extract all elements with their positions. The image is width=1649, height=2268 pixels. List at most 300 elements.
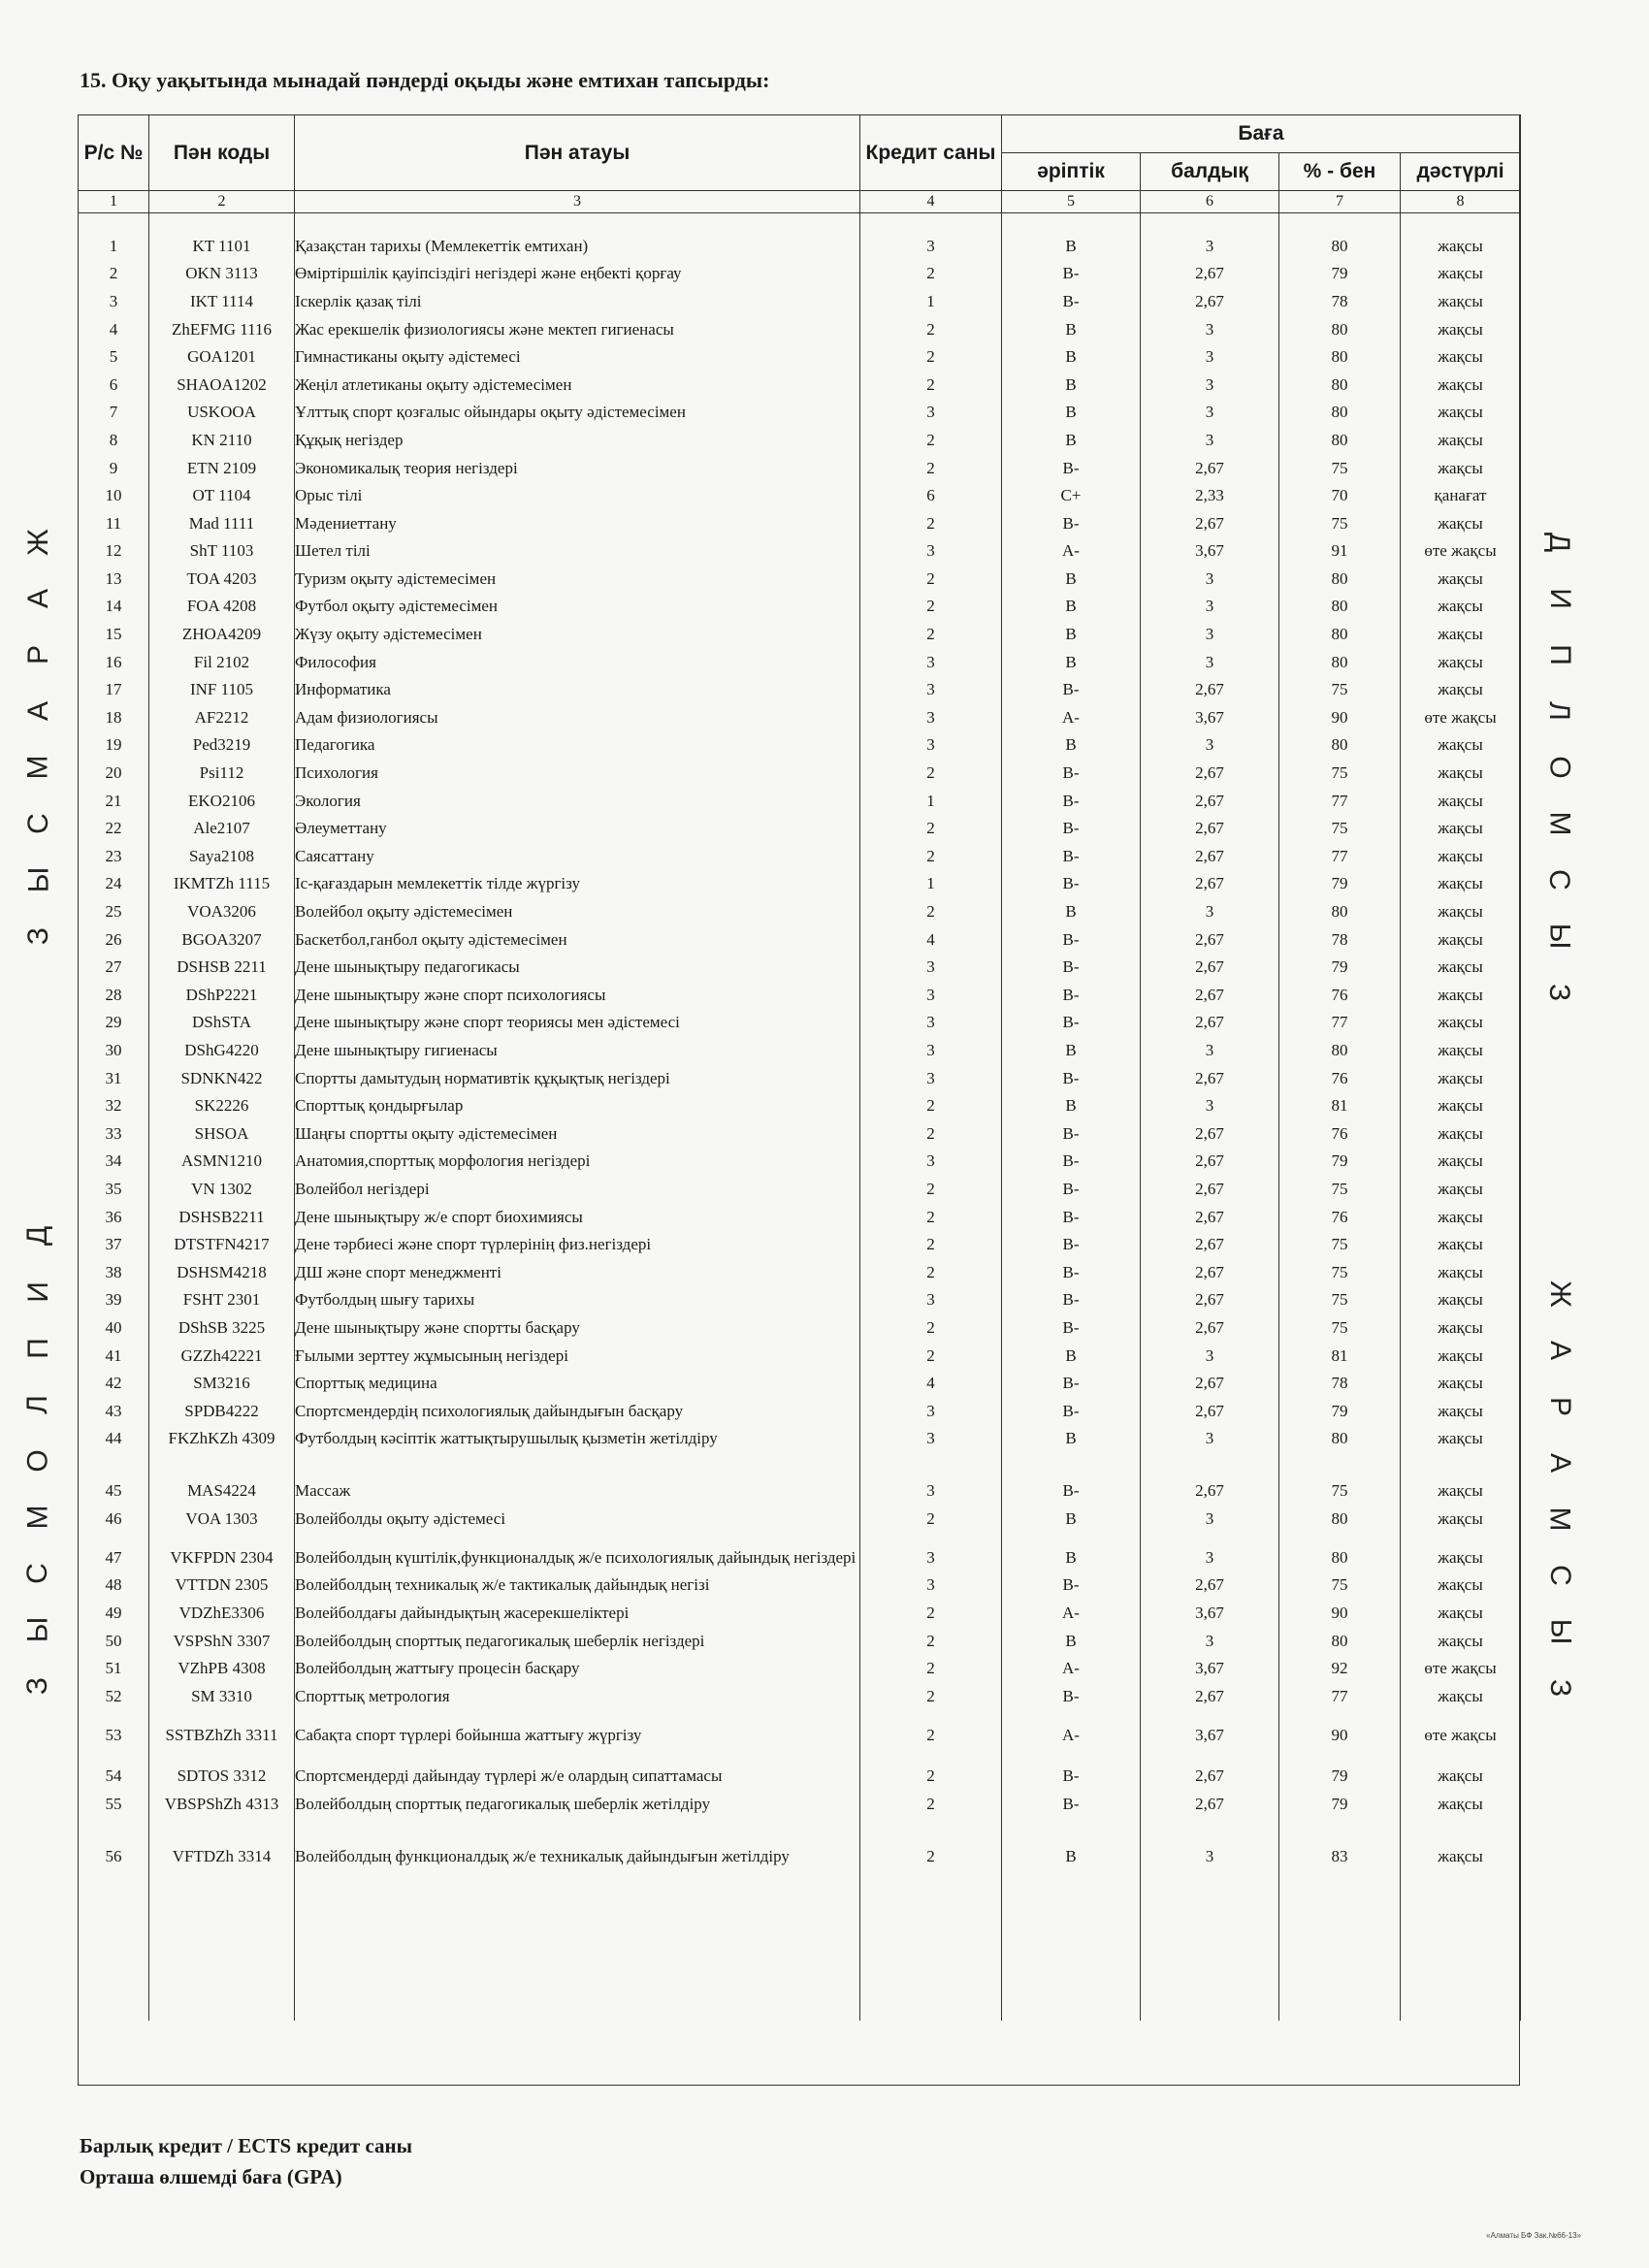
subject-name: Футбол оқыту әдістемесімен (295, 588, 860, 616)
subject-name: Экономикалық теория негіздері (295, 449, 860, 477)
row-number: 30 (79, 1031, 149, 1059)
traditional-grade: жақсы (1401, 1086, 1521, 1115)
subject-code: VOA 1303 (149, 1500, 295, 1528)
table-row (79, 1059, 1521, 1087)
grade-percent: 80 (1279, 1031, 1401, 1059)
table-row (79, 671, 1521, 699)
grade-percent: 77 (1279, 1677, 1401, 1705)
header-name: Пән атауы (295, 115, 860, 191)
credits: 2 (860, 1785, 1002, 1813)
credits: 3 (860, 1143, 1002, 1171)
subject-name: Спорттық медицина (295, 1364, 860, 1392)
grade-percent: 81 (1279, 1337, 1401, 1365)
grade-percent: 75 (1279, 1170, 1401, 1198)
traditional-grade: жақсы (1401, 1364, 1521, 1392)
table-row (79, 476, 1521, 504)
grade-points: 3 (1141, 615, 1279, 643)
traditional-grade: жақсы (1401, 1528, 1521, 1567)
credits: 2 (860, 837, 1002, 865)
row-number: 29 (79, 1004, 149, 1032)
credits: 3 (860, 1567, 1002, 1595)
row-number: 7 (79, 394, 149, 422)
table-row (79, 1677, 1521, 1705)
grade-points: 2,67 (1141, 449, 1279, 477)
traditional-grade: жақсы (1401, 504, 1521, 533)
row-number: 39 (79, 1281, 149, 1310)
grade-points: 2,67 (1141, 1567, 1279, 1595)
subject-name: Баскетбол,ганбол оқыту әдістемесімен (295, 921, 860, 949)
grade-percent: 80 (1279, 366, 1401, 394)
grade-percent: 76 (1279, 1198, 1401, 1226)
traditional-grade: жақсы (1401, 809, 1521, 837)
row-number: 55 (79, 1785, 149, 1813)
letter-grade: B- (1002, 1758, 1141, 1786)
grade-percent: 75 (1279, 1281, 1401, 1310)
col-number: 2 (149, 191, 295, 213)
credits: 2 (860, 615, 1002, 643)
credits: 2 (860, 1337, 1002, 1365)
subject-name: Волейболдың техникалық ж/е тактикалық дайындық негізі (295, 1567, 860, 1595)
table-row (79, 1031, 1521, 1059)
grade-points: 3 (1141, 338, 1279, 366)
subject-name: Спорттық метрология (295, 1677, 860, 1705)
credits: 4 (860, 921, 1002, 949)
traditional-grade: өте жақсы (1401, 1705, 1521, 1744)
credits: 2 (860, 1115, 1002, 1143)
table-row (79, 282, 1521, 310)
grade-percent: 75 (1279, 754, 1401, 782)
credits: 2 (860, 809, 1002, 837)
row-number: 8 (79, 421, 149, 449)
grade-percent: 78 (1279, 1364, 1401, 1392)
subject-name: Дене шынықтыру және спорт теориясы мен әдістемесі (295, 1004, 860, 1032)
traditional-grade: жақсы (1401, 865, 1521, 893)
grade-percent: 80 (1279, 727, 1401, 755)
subject-code: BGOA3207 (149, 921, 295, 949)
row-number: 38 (79, 1253, 149, 1281)
grade-points: 2,67 (1141, 1309, 1279, 1337)
grade-percent: 80 (1279, 892, 1401, 921)
header-traditional: дәстүрлі (1401, 153, 1521, 191)
row-number: 14 (79, 588, 149, 616)
credits: 2 (860, 366, 1002, 394)
letter-grade: B- (1002, 504, 1141, 533)
subject-name: Волейбол оқыту әдістемесімен (295, 892, 860, 921)
letter-grade: B- (1002, 255, 1141, 283)
grade-points: 3 (1141, 1622, 1279, 1650)
grade-percent: 76 (1279, 976, 1401, 1004)
grade-percent: 79 (1279, 865, 1401, 893)
subject-code: SHAOA1202 (149, 366, 295, 394)
letter-grade: B (1002, 727, 1141, 755)
row-number: 13 (79, 560, 149, 588)
grade-percent: 70 (1279, 476, 1401, 504)
subject-name: Іс-қағаздарын мемлекеттік тілде жүргізу (295, 865, 860, 893)
row-number: 50 (79, 1622, 149, 1650)
row-number: 6 (79, 366, 149, 394)
grade-points: 3 (1141, 1528, 1279, 1567)
letter-grade: B (1002, 643, 1141, 671)
row-number: 12 (79, 533, 149, 561)
subject-code: MAS4224 (149, 1461, 295, 1500)
grade-percent: 79 (1279, 1143, 1401, 1171)
credits: 3 (860, 643, 1002, 671)
subject-name: Массаж (295, 1461, 860, 1500)
grade-points: 2,67 (1141, 809, 1279, 837)
traditional-grade: жақсы (1401, 310, 1521, 339)
letter-grade: B- (1002, 865, 1141, 893)
traditional-grade: жақсы (1401, 754, 1521, 782)
letter-grade: B- (1002, 1281, 1141, 1310)
subject-name: Дене шынықтыру және спорт психологиясы (295, 976, 860, 1004)
subject-code: Fil 2102 (149, 643, 295, 671)
table-row (79, 615, 1521, 643)
letter-grade: B- (1002, 282, 1141, 310)
credits: 3 (860, 976, 1002, 1004)
row-number: 10 (79, 476, 149, 504)
subject-code: VZhPB 4308 (149, 1650, 295, 1678)
subject-code: Ped3219 (149, 727, 295, 755)
letter-grade: B- (1002, 1392, 1141, 1420)
table-row (79, 1594, 1521, 1622)
table-row (79, 533, 1521, 561)
letter-grade: B (1002, 1031, 1141, 1059)
letter-grade: B- (1002, 1225, 1141, 1253)
grade-points: 3 (1141, 560, 1279, 588)
subject-name: Дене шынықтыру педагогикасы (295, 948, 860, 976)
row-number: 43 (79, 1392, 149, 1420)
table-row (79, 394, 1521, 422)
table-row (79, 1567, 1521, 1595)
row-number: 31 (79, 1059, 149, 1087)
letter-grade: B- (1002, 976, 1141, 1004)
traditional-grade: жақсы (1401, 615, 1521, 643)
table-row (79, 1392, 1521, 1420)
letter-grade: B- (1002, 671, 1141, 699)
traditional-grade: жақсы (1401, 837, 1521, 865)
row-number: 56 (79, 1827, 149, 1865)
grade-points: 3 (1141, 366, 1279, 394)
traditional-grade: жақсы (1401, 394, 1521, 422)
letter-grade: B (1002, 310, 1141, 339)
credits: 2 (860, 310, 1002, 339)
subject-name: Мәдениеттану (295, 504, 860, 533)
subject-name: Жүзу оқыту әдістемесімен (295, 615, 860, 643)
credits: 2 (860, 449, 1002, 477)
header-code: Пән коды (149, 115, 295, 191)
grade-percent: 81 (1279, 1086, 1401, 1115)
grade-points: 3 (1141, 588, 1279, 616)
credits: 2 (860, 754, 1002, 782)
subject-name: Ғылыми зерттеу жұмысының негіздері (295, 1337, 860, 1365)
letter-grade: B- (1002, 1143, 1141, 1171)
row-number: 1 (79, 227, 149, 255)
table-row (79, 560, 1521, 588)
traditional-grade: жақсы (1401, 1309, 1521, 1337)
subject-name: Психология (295, 754, 860, 782)
grade-percent: 77 (1279, 782, 1401, 810)
side-stamp-left-lower: Д И П Л О М С Ы З (21, 1225, 54, 1696)
letter-grade: B (1002, 1420, 1141, 1448)
traditional-grade: жақсы (1401, 1337, 1521, 1365)
header-grade: Баға (1002, 115, 1521, 153)
grade-percent: 75 (1279, 504, 1401, 533)
credits: 2 (860, 504, 1002, 533)
subject-name: Іскерлік қазақ тілі (295, 282, 860, 310)
subject-name: Жас ерекшелік физиологиясы және мектеп гигиенасы (295, 310, 860, 339)
letter-grade: B- (1002, 837, 1141, 865)
table-row (79, 976, 1521, 1004)
traditional-grade: жақсы (1401, 782, 1521, 810)
letter-grade: B- (1002, 1004, 1141, 1032)
table-row (79, 865, 1521, 893)
table-row (79, 1758, 1521, 1786)
grade-percent: 80 (1279, 1528, 1401, 1567)
subject-name: Философия (295, 643, 860, 671)
subject-code: Ale2107 (149, 809, 295, 837)
grade-points: 2,67 (1141, 1170, 1279, 1198)
subject-code: SDNKN422 (149, 1059, 295, 1087)
letter-grade: B (1002, 892, 1141, 921)
traditional-grade: жақсы (1401, 1594, 1521, 1622)
grade-points: 2,67 (1141, 921, 1279, 949)
grade-percent: 80 (1279, 338, 1401, 366)
letter-grade: B (1002, 366, 1141, 394)
row-number: 3 (79, 282, 149, 310)
traditional-grade: жақсы (1401, 921, 1521, 949)
traditional-grade: жақсы (1401, 338, 1521, 366)
letter-grade: B- (1002, 754, 1141, 782)
traditional-grade: жақсы (1401, 1622, 1521, 1650)
grade-points: 2,67 (1141, 1143, 1279, 1171)
credits: 3 (860, 671, 1002, 699)
header-points: балдық (1141, 153, 1279, 191)
credits: 2 (860, 1309, 1002, 1337)
subject-name: Педагогика (295, 727, 860, 755)
grade-percent: 79 (1279, 1758, 1401, 1786)
table-row (79, 1705, 1521, 1744)
grade-points: 2,67 (1141, 1785, 1279, 1813)
credits: 3 (860, 1392, 1002, 1420)
traditional-grade: жақсы (1401, 560, 1521, 588)
grade-points: 2,67 (1141, 1392, 1279, 1420)
grade-percent: 80 (1279, 421, 1401, 449)
table-row (79, 754, 1521, 782)
table-row (79, 1004, 1521, 1032)
grade-points: 3 (1141, 1827, 1279, 1865)
subject-code: ZhEFMG 1116 (149, 310, 295, 339)
subject-name: Өміртіршілік қауіпсіздігі негіздері және еңбекті қорғау (295, 255, 860, 283)
subject-name: Информатика (295, 671, 860, 699)
subject-name: Ұлттық спорт қозғалыс ойындары оқыту әдістемесімен (295, 394, 860, 422)
credits: 3 (860, 948, 1002, 976)
row-number: 44 (79, 1420, 149, 1448)
subject-code: VDZhE3306 (149, 1594, 295, 1622)
side-stamp-right-lower: Ж А Р А М С Ы З (1543, 1280, 1576, 1698)
table-row (79, 588, 1521, 616)
grade-percent: 90 (1279, 1705, 1401, 1744)
grade-percent: 75 (1279, 1461, 1401, 1500)
subject-name: Туризм оқыту әдістемесімен (295, 560, 860, 588)
table-row (79, 1198, 1521, 1226)
credits: 1 (860, 282, 1002, 310)
credits: 3 (860, 1281, 1002, 1310)
table-row (79, 1622, 1521, 1650)
subject-code: Saya2108 (149, 837, 295, 865)
subject-code: SDTOS 3312 (149, 1758, 295, 1786)
row-number: 26 (79, 921, 149, 949)
row-number: 16 (79, 643, 149, 671)
subject-code: SSTBZhZh 3311 (149, 1705, 295, 1744)
grade-points: 3,67 (1141, 698, 1279, 727)
grade-percent: 77 (1279, 837, 1401, 865)
grade-percent: 80 (1279, 615, 1401, 643)
grade-percent: 83 (1279, 1827, 1401, 1865)
subject-code: DTSTFN4217 (149, 1225, 295, 1253)
grade-percent: 77 (1279, 1004, 1401, 1032)
table-row (79, 1420, 1521, 1448)
traditional-grade: жақсы (1401, 727, 1521, 755)
traditional-grade: жақсы (1401, 1500, 1521, 1528)
grade-points: 2,67 (1141, 671, 1279, 699)
subject-code: VOA3206 (149, 892, 295, 921)
subject-name: Жеңіл атлетиканы оқыту әдістемесімен (295, 366, 860, 394)
row-number: 37 (79, 1225, 149, 1253)
grade-points: 2,67 (1141, 1115, 1279, 1143)
traditional-grade: жақсы (1401, 1785, 1521, 1813)
col-number: 6 (1141, 191, 1279, 213)
credits: 2 (860, 1622, 1002, 1650)
credits: 2 (860, 1705, 1002, 1744)
subject-name: Волейболдың спорттық педагогикалық шеберлік жетілдіру (295, 1785, 860, 1813)
traditional-grade: өте жақсы (1401, 533, 1521, 561)
row-number: 35 (79, 1170, 149, 1198)
grade-points: 2,67 (1141, 782, 1279, 810)
letter-grade: B- (1002, 948, 1141, 976)
traditional-grade: жақсы (1401, 1758, 1521, 1786)
grade-points: 3 (1141, 1500, 1279, 1528)
col-number: 8 (1401, 191, 1521, 213)
traditional-grade: жақсы (1401, 421, 1521, 449)
subject-code: ETN 2109 (149, 449, 295, 477)
subject-code: USKOOA (149, 394, 295, 422)
credits: 3 (860, 1059, 1002, 1087)
subject-code: EKO2106 (149, 782, 295, 810)
traditional-grade: өте жақсы (1401, 1650, 1521, 1678)
subject-name: Дене шынықтыру гигиенасы (295, 1031, 860, 1059)
row-number: 15 (79, 615, 149, 643)
row-number: 54 (79, 1758, 149, 1786)
traditional-grade: жақсы (1401, 1115, 1521, 1143)
table-row (79, 449, 1521, 477)
subject-code: VKFPDN 2304 (149, 1528, 295, 1567)
subject-code: FKZhKZh 4309 (149, 1420, 295, 1448)
subject-name: Адам физиологиясы (295, 698, 860, 727)
grade-percent: 80 (1279, 227, 1401, 255)
row-number: 52 (79, 1677, 149, 1705)
subject-name: Дене шынықтыру және спортты басқару (295, 1309, 860, 1337)
letter-grade: A- (1002, 698, 1141, 727)
letter-grade: B- (1002, 1115, 1141, 1143)
credits: 2 (860, 1253, 1002, 1281)
gpa-label: Орташа өлшемді баға (GPA) (80, 2165, 342, 2188)
row-number: 5 (79, 338, 149, 366)
table-row (79, 1461, 1521, 1500)
letter-grade: B- (1002, 1567, 1141, 1595)
credits: 2 (860, 255, 1002, 283)
traditional-grade: жақсы (1401, 1567, 1521, 1595)
grade-percent: 76 (1279, 1059, 1401, 1087)
credits: 2 (860, 892, 1002, 921)
letter-grade: B (1002, 1528, 1141, 1567)
subject-name: Волейболдың функционалдық ж/е техникалық дайындығын жетілдіру (295, 1827, 860, 1865)
grade-points: 3 (1141, 1337, 1279, 1365)
subject-name: Спорттық қондырғылар (295, 1086, 860, 1115)
subject-code: SHSOA (149, 1115, 295, 1143)
row-number: 17 (79, 671, 149, 699)
row-number: 20 (79, 754, 149, 782)
credits: 2 (860, 560, 1002, 588)
row-number: 49 (79, 1594, 149, 1622)
credits: 3 (860, 1420, 1002, 1448)
subject-name: Экология (295, 782, 860, 810)
traditional-grade: жақсы (1401, 892, 1521, 921)
grade-points: 3 (1141, 727, 1279, 755)
row-number: 40 (79, 1309, 149, 1337)
grade-percent: 90 (1279, 698, 1401, 727)
header-credits: Кредит саны (860, 115, 1002, 191)
subject-code: DSHSM4218 (149, 1253, 295, 1281)
grade-percent: 75 (1279, 1253, 1401, 1281)
credits: 4 (860, 1364, 1002, 1392)
subject-code: ShT 1103 (149, 533, 295, 561)
subject-code: DShG4220 (149, 1031, 295, 1059)
subject-code: GZZh42221 (149, 1337, 295, 1365)
grade-points: 3,67 (1141, 1650, 1279, 1678)
grade-percent: 79 (1279, 1392, 1401, 1420)
letter-grade: B (1002, 1827, 1141, 1865)
subject-code: FOA 4208 (149, 588, 295, 616)
grade-percent: 80 (1279, 560, 1401, 588)
letter-grade: A- (1002, 533, 1141, 561)
credits: 2 (860, 1758, 1002, 1786)
letter-grade: B (1002, 227, 1141, 255)
credits: 2 (860, 338, 1002, 366)
side-stamp-left-upper: Ж А Р А М С Ы З (21, 529, 54, 946)
table-row (79, 1364, 1521, 1392)
row-number: 47 (79, 1528, 149, 1567)
row-number: 4 (79, 310, 149, 339)
row-number: 45 (79, 1461, 149, 1500)
letter-grade: A- (1002, 1594, 1141, 1622)
grade-points: 2,67 (1141, 1364, 1279, 1392)
table-row (79, 1528, 1521, 1567)
subject-code: SPDB4222 (149, 1392, 295, 1420)
credits: 1 (860, 865, 1002, 893)
subject-code: OKN 3113 (149, 255, 295, 283)
grade-points: 3 (1141, 310, 1279, 339)
letter-grade: B (1002, 560, 1141, 588)
traditional-grade: жақсы (1401, 227, 1521, 255)
credits: 2 (860, 1650, 1002, 1678)
grade-points: 2,67 (1141, 1004, 1279, 1032)
traditional-grade: жақсы (1401, 1004, 1521, 1032)
traditional-grade: қанағат (1401, 476, 1521, 504)
credits: 2 (860, 1594, 1002, 1622)
col-number: 5 (1002, 191, 1141, 213)
table-row (79, 948, 1521, 976)
grade-percent: 91 (1279, 533, 1401, 561)
